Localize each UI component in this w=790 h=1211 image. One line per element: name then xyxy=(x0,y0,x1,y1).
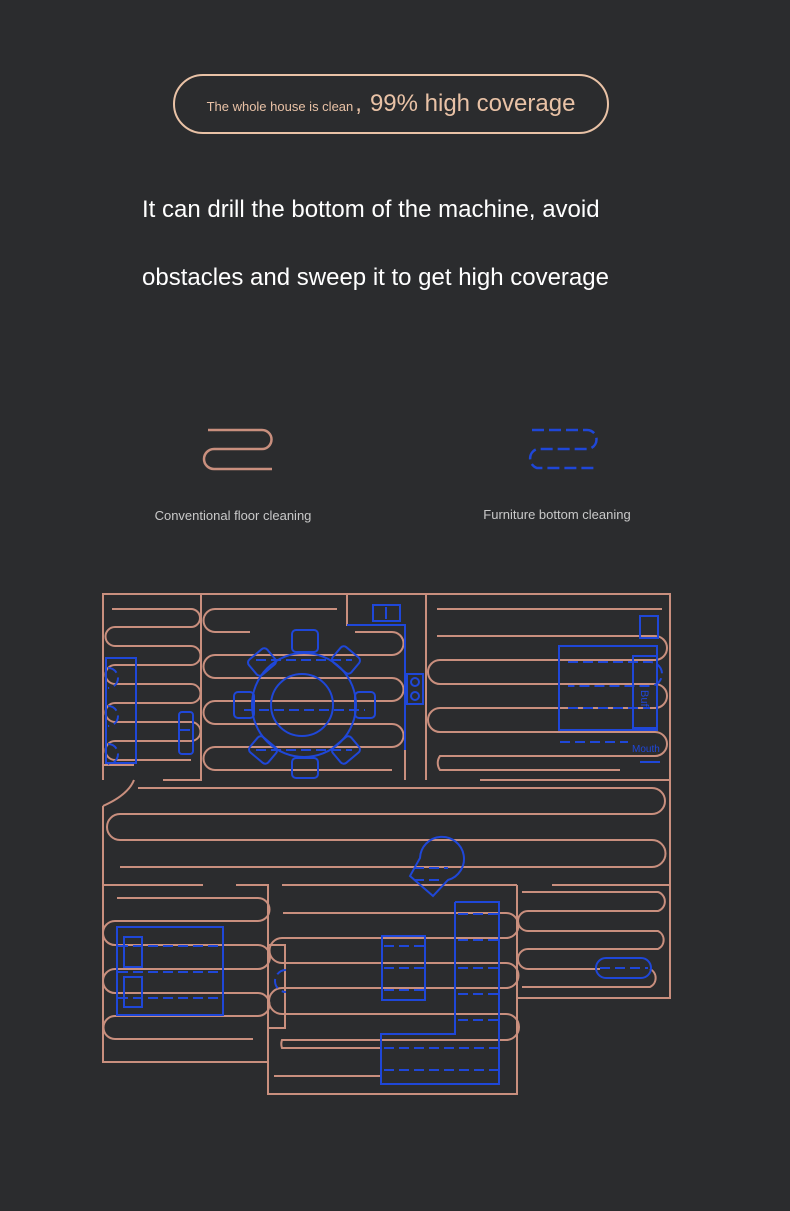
legend-conventional-label: Conventional floor cleaning xyxy=(154,508,312,523)
furniture-outlines xyxy=(106,605,660,1084)
headline-line-1: It can drill the bottom of the machine, avoid xyxy=(142,196,600,223)
furniture-path-icon xyxy=(530,430,596,468)
banner-separator: , xyxy=(355,90,362,117)
conventional-path-icon xyxy=(204,430,272,469)
banner-prefix: The whole house is clean xyxy=(206,98,354,114)
buffet-label: Buf xyxy=(638,690,650,707)
conventional-sweep-paths xyxy=(103,609,667,1076)
banner-highlight: 99% high coverage xyxy=(369,90,576,117)
headline-line-2: obstacles and sweep it to get high coverage xyxy=(142,264,609,291)
mouth-label: Mouth xyxy=(632,744,660,755)
legend-furniture-label: Furniture bottom cleaning xyxy=(483,507,631,522)
floorplan-walls xyxy=(103,594,670,1094)
